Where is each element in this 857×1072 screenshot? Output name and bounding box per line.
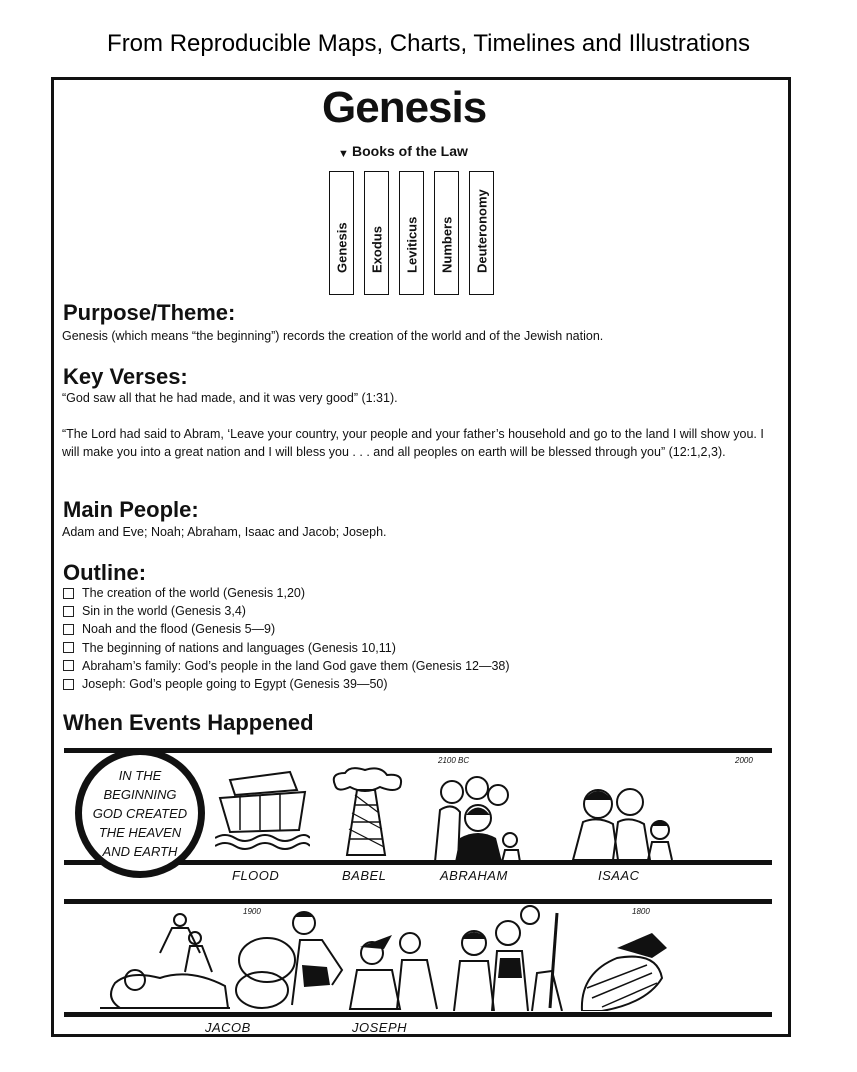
outline-item	[63, 657, 510, 675]
checkbox[interactable]	[63, 642, 74, 653]
book-spine-exodus	[364, 171, 389, 295]
outline-list	[63, 584, 510, 693]
checkbox[interactable]	[63, 660, 74, 671]
outline-item-text: Joseph: God’s people going to Egypt (Genesis 39—50)	[82, 677, 388, 692]
checkbox[interactable]	[63, 606, 74, 617]
main-people-heading: Main People:	[63, 497, 199, 522]
book-label: Exodus	[369, 226, 384, 273]
year-label: 2000	[735, 756, 753, 765]
jacob-ladder-illustration	[100, 908, 230, 1012]
outline-item-text: Sin in the world (Genesis 3,4)	[82, 604, 246, 619]
book-spine-deuteronomy	[469, 171, 494, 295]
event-label-isaac: ISAAC	[598, 868, 640, 883]
isaac-family-illustration	[568, 782, 678, 862]
purpose-heading: Purpose/Theme:	[63, 300, 236, 325]
ark-illustration	[215, 770, 310, 855]
book-spine-genesis	[329, 171, 354, 295]
timeline-heading: When Events Happened	[63, 710, 314, 735]
outline-heading: Outline:	[63, 560, 147, 585]
outline-item	[63, 639, 510, 657]
event-label-babel: BABEL	[342, 868, 387, 883]
outline-item-text: The beginning of nations and languages (Genesis 10,11)	[82, 640, 396, 655]
book-spine-numbers	[434, 171, 459, 295]
timeline-bar-top-1	[64, 748, 772, 753]
key-verse-2: “The Lord had said to Abram, ‘Leave your country, your people and your father’s household and go to the land I will show you. I will make you into a great nation and I will bless you . . . and all peoples on earth will be blessed through you” (12:1,2,3).	[62, 427, 764, 459]
outline-item	[63, 620, 510, 638]
outline-item	[63, 602, 510, 620]
outline-item-text: Noah and the flood (Genesis 5—9)	[82, 622, 276, 637]
babel-tower-illustration	[325, 765, 410, 860]
year-label: 2100 BC	[438, 756, 470, 765]
event-label-flood: FLOOD	[232, 868, 280, 883]
book-spine-leviticus	[399, 171, 424, 295]
books-of-law-label: Books of the Law	[352, 143, 468, 159]
key-verse-1: “God saw all that he had made, and it was very good” (1:31).	[62, 391, 398, 405]
event-label-joseph: JOSEPH	[352, 1020, 408, 1035]
book-label: Genesis	[334, 222, 349, 273]
checkbox[interactable]	[63, 588, 74, 599]
outline-item	[63, 584, 510, 602]
event-label-jacob: JACOB	[205, 1020, 251, 1035]
creation-text: IN THE BEGINNING GOD CREATED THE HEAVEN AND EARTH	[92, 767, 188, 859]
abraham-family-illustration	[430, 770, 525, 862]
outline-item-text: Abraham’s family: God’s people in the land God gave them (Genesis 12—38)	[82, 658, 510, 673]
outline-item-text: The creation of the world (Genesis 1,20)	[82, 586, 306, 600]
year-label: 1800	[632, 907, 650, 916]
outline-item	[63, 675, 510, 693]
page-title: Genesis	[322, 83, 487, 132]
joseph-brothers-illustration	[232, 905, 442, 1010]
timeline-bar-bottom-2	[64, 1012, 772, 1017]
book-label: Deuteronomy	[474, 189, 489, 273]
source-caption: From Reproducible Maps, Charts, Timelines and Illustrations	[107, 30, 750, 57]
event-label-abraham: ABRAHAM	[440, 868, 508, 883]
key-verses-heading: Key Verses:	[63, 364, 188, 389]
year-label: 1900	[243, 907, 261, 916]
arrow-down-icon: ▼	[338, 148, 349, 160]
egypt-scene-illustration	[452, 903, 672, 1011]
book-label: Leviticus	[404, 216, 419, 273]
purpose-text: Genesis (which means “the beginning”) records the creation of the world and of the Jewish nation.	[62, 329, 604, 343]
checkbox[interactable]	[63, 624, 74, 635]
creation-circle	[75, 748, 205, 878]
book-label: Numbers	[439, 216, 454, 273]
main-people-text: Adam and Eve; Noah; Abraham, Isaac and Jacob; Joseph.	[62, 525, 387, 539]
checkbox[interactable]	[63, 679, 74, 690]
